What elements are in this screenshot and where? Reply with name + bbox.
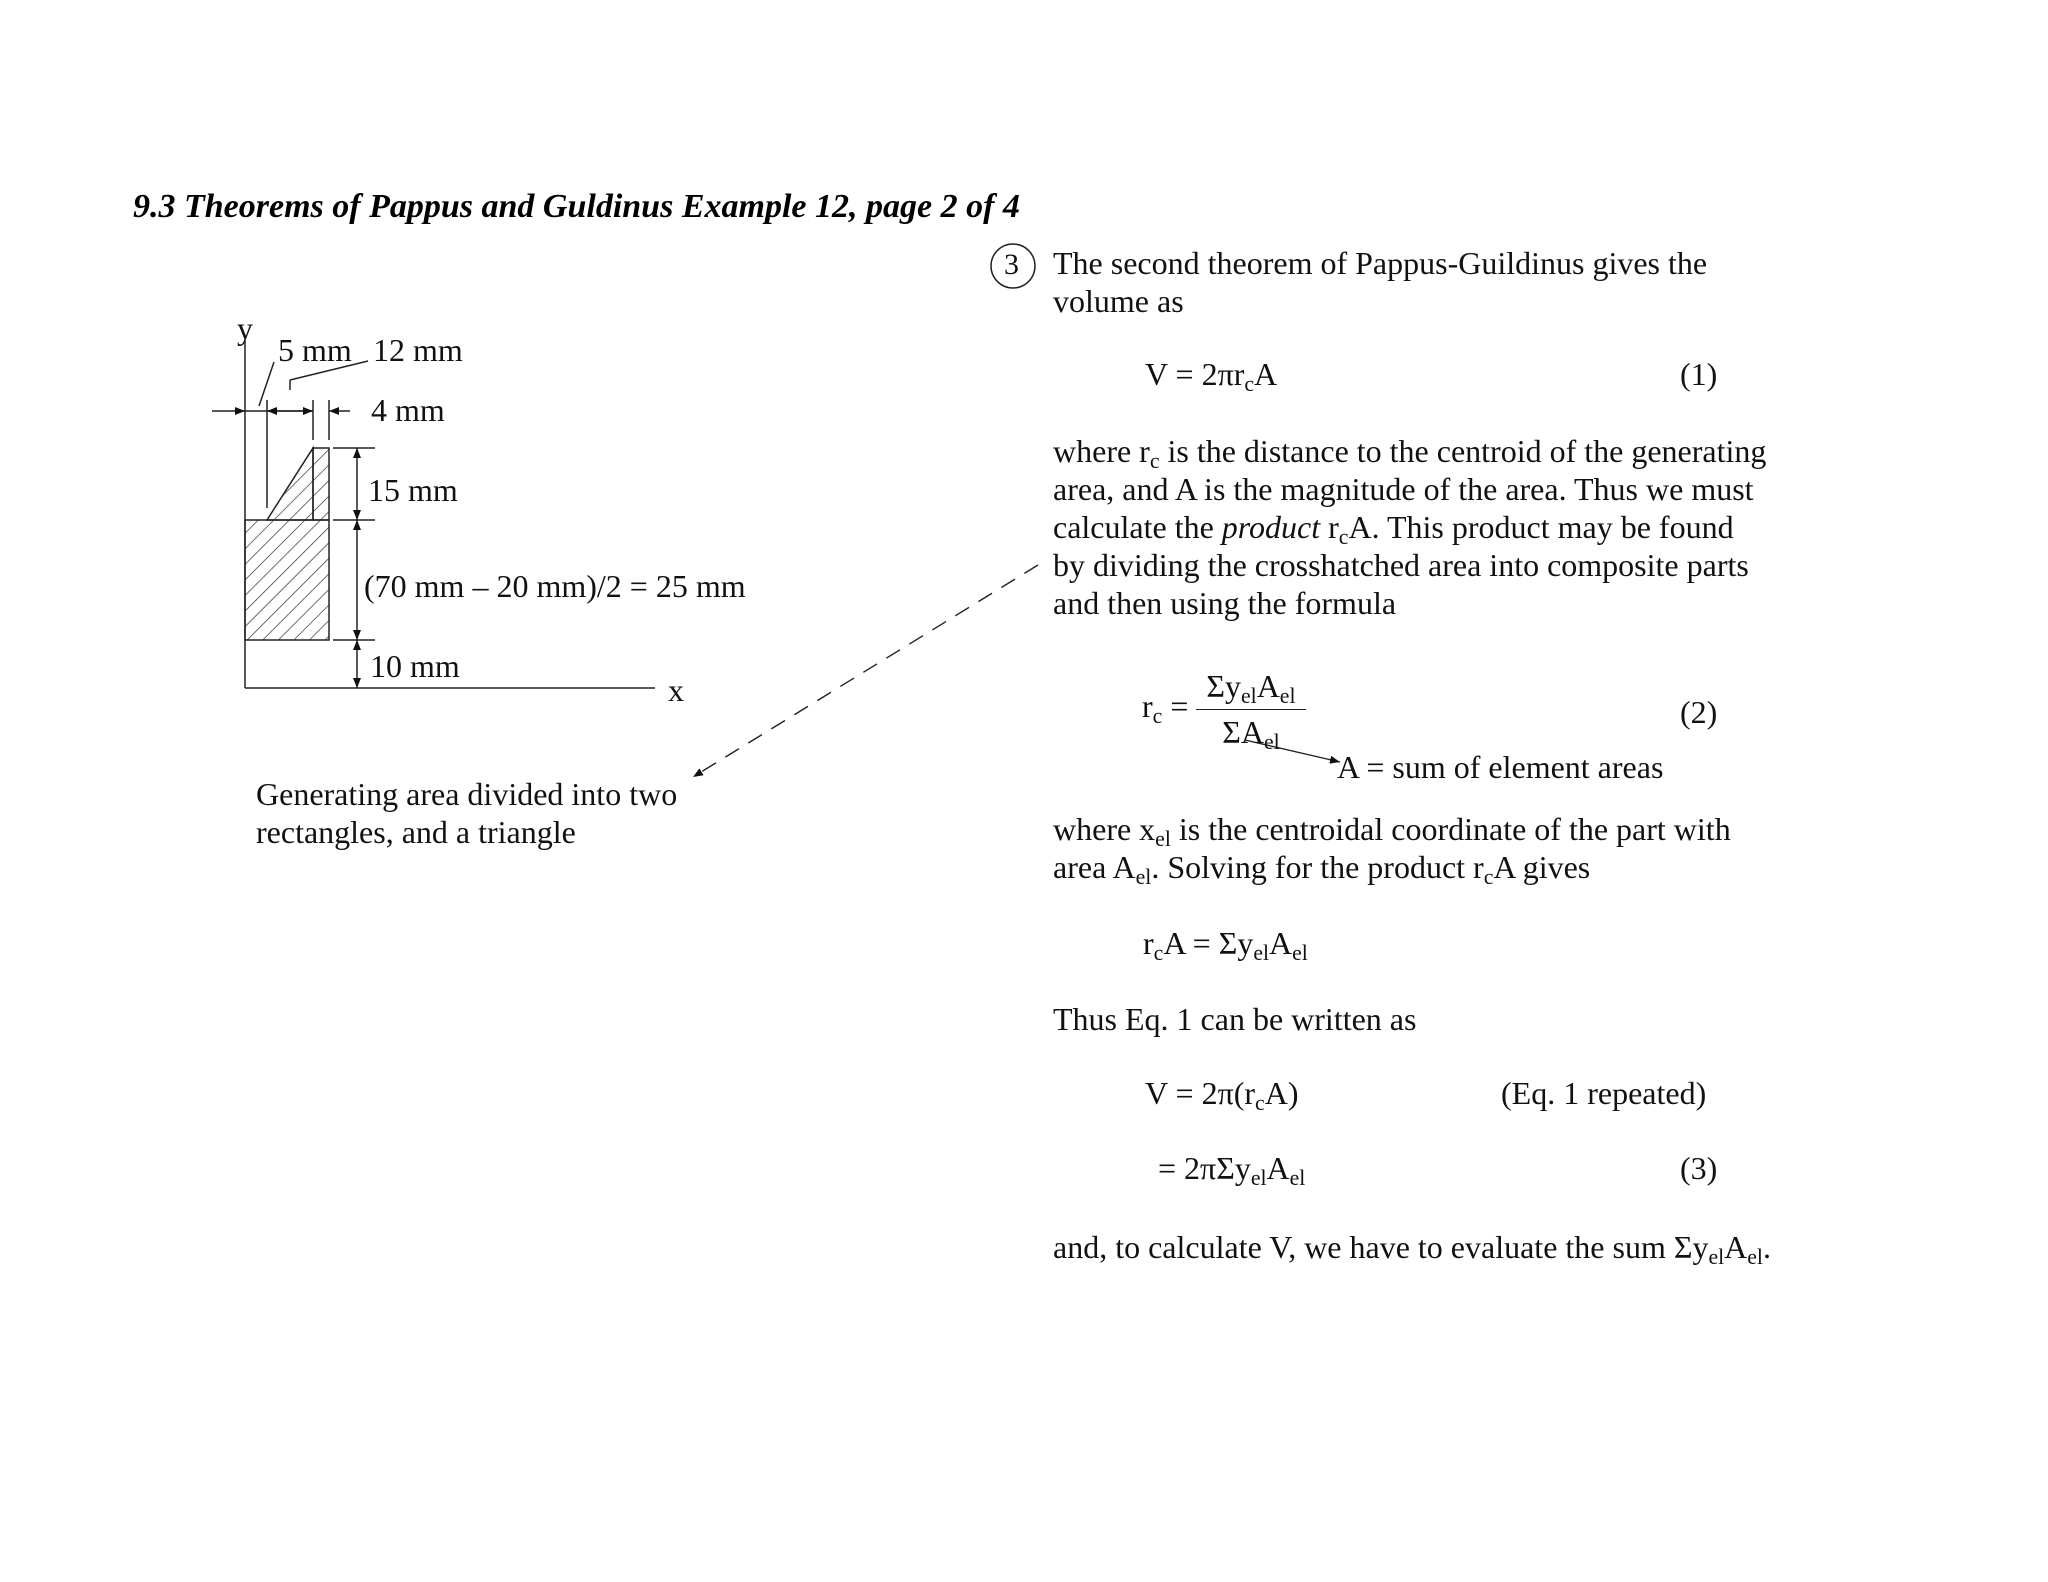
- eq1-rhs: A: [1254, 356, 1278, 392]
- para3-l2sub: el: [1135, 865, 1152, 890]
- eq1-sub: c: [1244, 372, 1255, 397]
- dim-4mm-label: 4 mm: [371, 392, 445, 428]
- equation-2-number: (2): [1680, 694, 1718, 730]
- dim-5mm-label: 5 mm: [278, 332, 352, 368]
- eqrca-sub1: el: [1253, 941, 1270, 966]
- eq2-num-sub2: el: [1279, 684, 1296, 709]
- eqrca-b: A = Σy: [1163, 925, 1254, 961]
- eq3-sub2: el: [1289, 1166, 1306, 1191]
- eq1r-b: A): [1264, 1075, 1299, 1111]
- eqrca-c: A: [1269, 925, 1293, 961]
- para3-l2a: area A: [1053, 849, 1136, 885]
- dim-12mm-label: 12 mm: [373, 332, 463, 368]
- eq2-numerator: [1196, 668, 1305, 710]
- para2-l3a: calculate the: [1053, 509, 1222, 545]
- para3-l2c: A gives: [1493, 849, 1591, 885]
- figure-caption-line2: rectangles, and a triangle: [256, 814, 576, 850]
- eq2-lhs-sub: c: [1152, 703, 1163, 728]
- equation-1: [1145, 356, 1278, 397]
- eq2-den-sub: el: [1263, 730, 1280, 755]
- final-a: and, to calculate V, we have to evaluate the sum Σy: [1053, 1229, 1709, 1265]
- equation-rca: [1143, 925, 1308, 966]
- eq2-fraction: [1196, 668, 1305, 755]
- para2-line2: area, and A is the magnitude of the area. Thus we must: [1053, 471, 1754, 507]
- para2-l1sub: c: [1149, 449, 1160, 474]
- eq3-a: = 2πΣy: [1158, 1150, 1251, 1186]
- eq3-b: A: [1266, 1150, 1290, 1186]
- dim-25mm-label: (70 mm – 20 mm)/2 = 25 mm: [364, 568, 746, 604]
- para2-line3: [1053, 508, 1734, 550]
- para4: Thus Eq. 1 can be written as: [1053, 1001, 1417, 1037]
- para3-l1b: is the centroidal coordinate of the part with: [1170, 811, 1731, 847]
- eq2-num-sub1: el: [1240, 684, 1257, 709]
- eq1r-subc: c: [1255, 1091, 1265, 1116]
- final-c: .: [1762, 1229, 1771, 1265]
- final-line: [1053, 1228, 1771, 1270]
- para3-line2: [1053, 848, 1591, 890]
- dim-15mm-label: 15 mm: [368, 472, 458, 508]
- para2-l3em: product: [1221, 509, 1321, 545]
- para3-line1: [1053, 810, 1731, 852]
- para2-l1b: is the distance to the centroid of the generating: [1159, 433, 1767, 469]
- eq2-num-b: A: [1256, 668, 1280, 704]
- final-sub1: el: [1708, 1245, 1725, 1270]
- eqrca-a: r: [1143, 925, 1154, 961]
- page-title: 9.3 Theorems of Pappus and Guldinus Example 12, page 2 of 4: [133, 188, 1020, 225]
- eq2-denominator: [1196, 710, 1305, 755]
- equation-2: [1142, 668, 1306, 755]
- equation-1-number: (1): [1680, 356, 1718, 392]
- eq1-lhs: V = 2πr: [1145, 356, 1245, 392]
- para3-l2sub2: c: [1483, 865, 1494, 890]
- final-b: A: [1724, 1229, 1748, 1265]
- equation-3-number: (3): [1680, 1150, 1718, 1186]
- eq2-lhs: r: [1142, 687, 1153, 724]
- equation-3: [1158, 1150, 1306, 1191]
- eq2-equals: =: [1162, 687, 1189, 724]
- x-axis-label: x: [668, 672, 684, 708]
- para2-l3sub: c: [1338, 525, 1349, 550]
- para2-l3b: r: [1320, 509, 1339, 545]
- para3-l1a: where x: [1053, 811, 1156, 847]
- para2-line4: by dividing the crosshatched area into composite parts: [1053, 547, 1749, 583]
- eq1r-a: V = 2π(r: [1145, 1075, 1256, 1111]
- dim-10mm-label: 10 mm: [370, 648, 460, 684]
- step-number: 3: [1004, 248, 1019, 281]
- figure-caption-line1: Generating area divided into two: [256, 776, 678, 812]
- eq2-den-a: ΣA: [1222, 714, 1264, 750]
- equation-1-repeated: [1145, 1075, 1299, 1116]
- intro-line2: volume as: [1053, 283, 1184, 319]
- eq3-sub1: el: [1250, 1166, 1267, 1191]
- eq1-repeated-note: (Eq. 1 repeated): [1501, 1075, 1707, 1111]
- final-sub2: el: [1747, 1245, 1763, 1270]
- para2-l3c: A. This product may be found: [1348, 509, 1734, 545]
- eqrca-subc: c: [1153, 941, 1164, 966]
- y-axis-label: y: [237, 310, 253, 346]
- eq2-num-a: Σy: [1206, 668, 1241, 704]
- para2-line5: and then using the formula: [1053, 585, 1397, 621]
- intro-line1: The second theorem of Pappus-Guildinus gives the: [1053, 245, 1708, 281]
- crosshatched-area: [245, 448, 329, 640]
- para2-l1a: where r: [1053, 433, 1150, 469]
- para3-l1sub: el: [1155, 827, 1171, 852]
- eq2-note: A = sum of element areas: [1337, 749, 1664, 785]
- eqrca-sub2: el: [1292, 941, 1308, 966]
- para3-l2b: . Solving for the product r: [1151, 849, 1484, 885]
- para2-line1: [1053, 432, 1767, 474]
